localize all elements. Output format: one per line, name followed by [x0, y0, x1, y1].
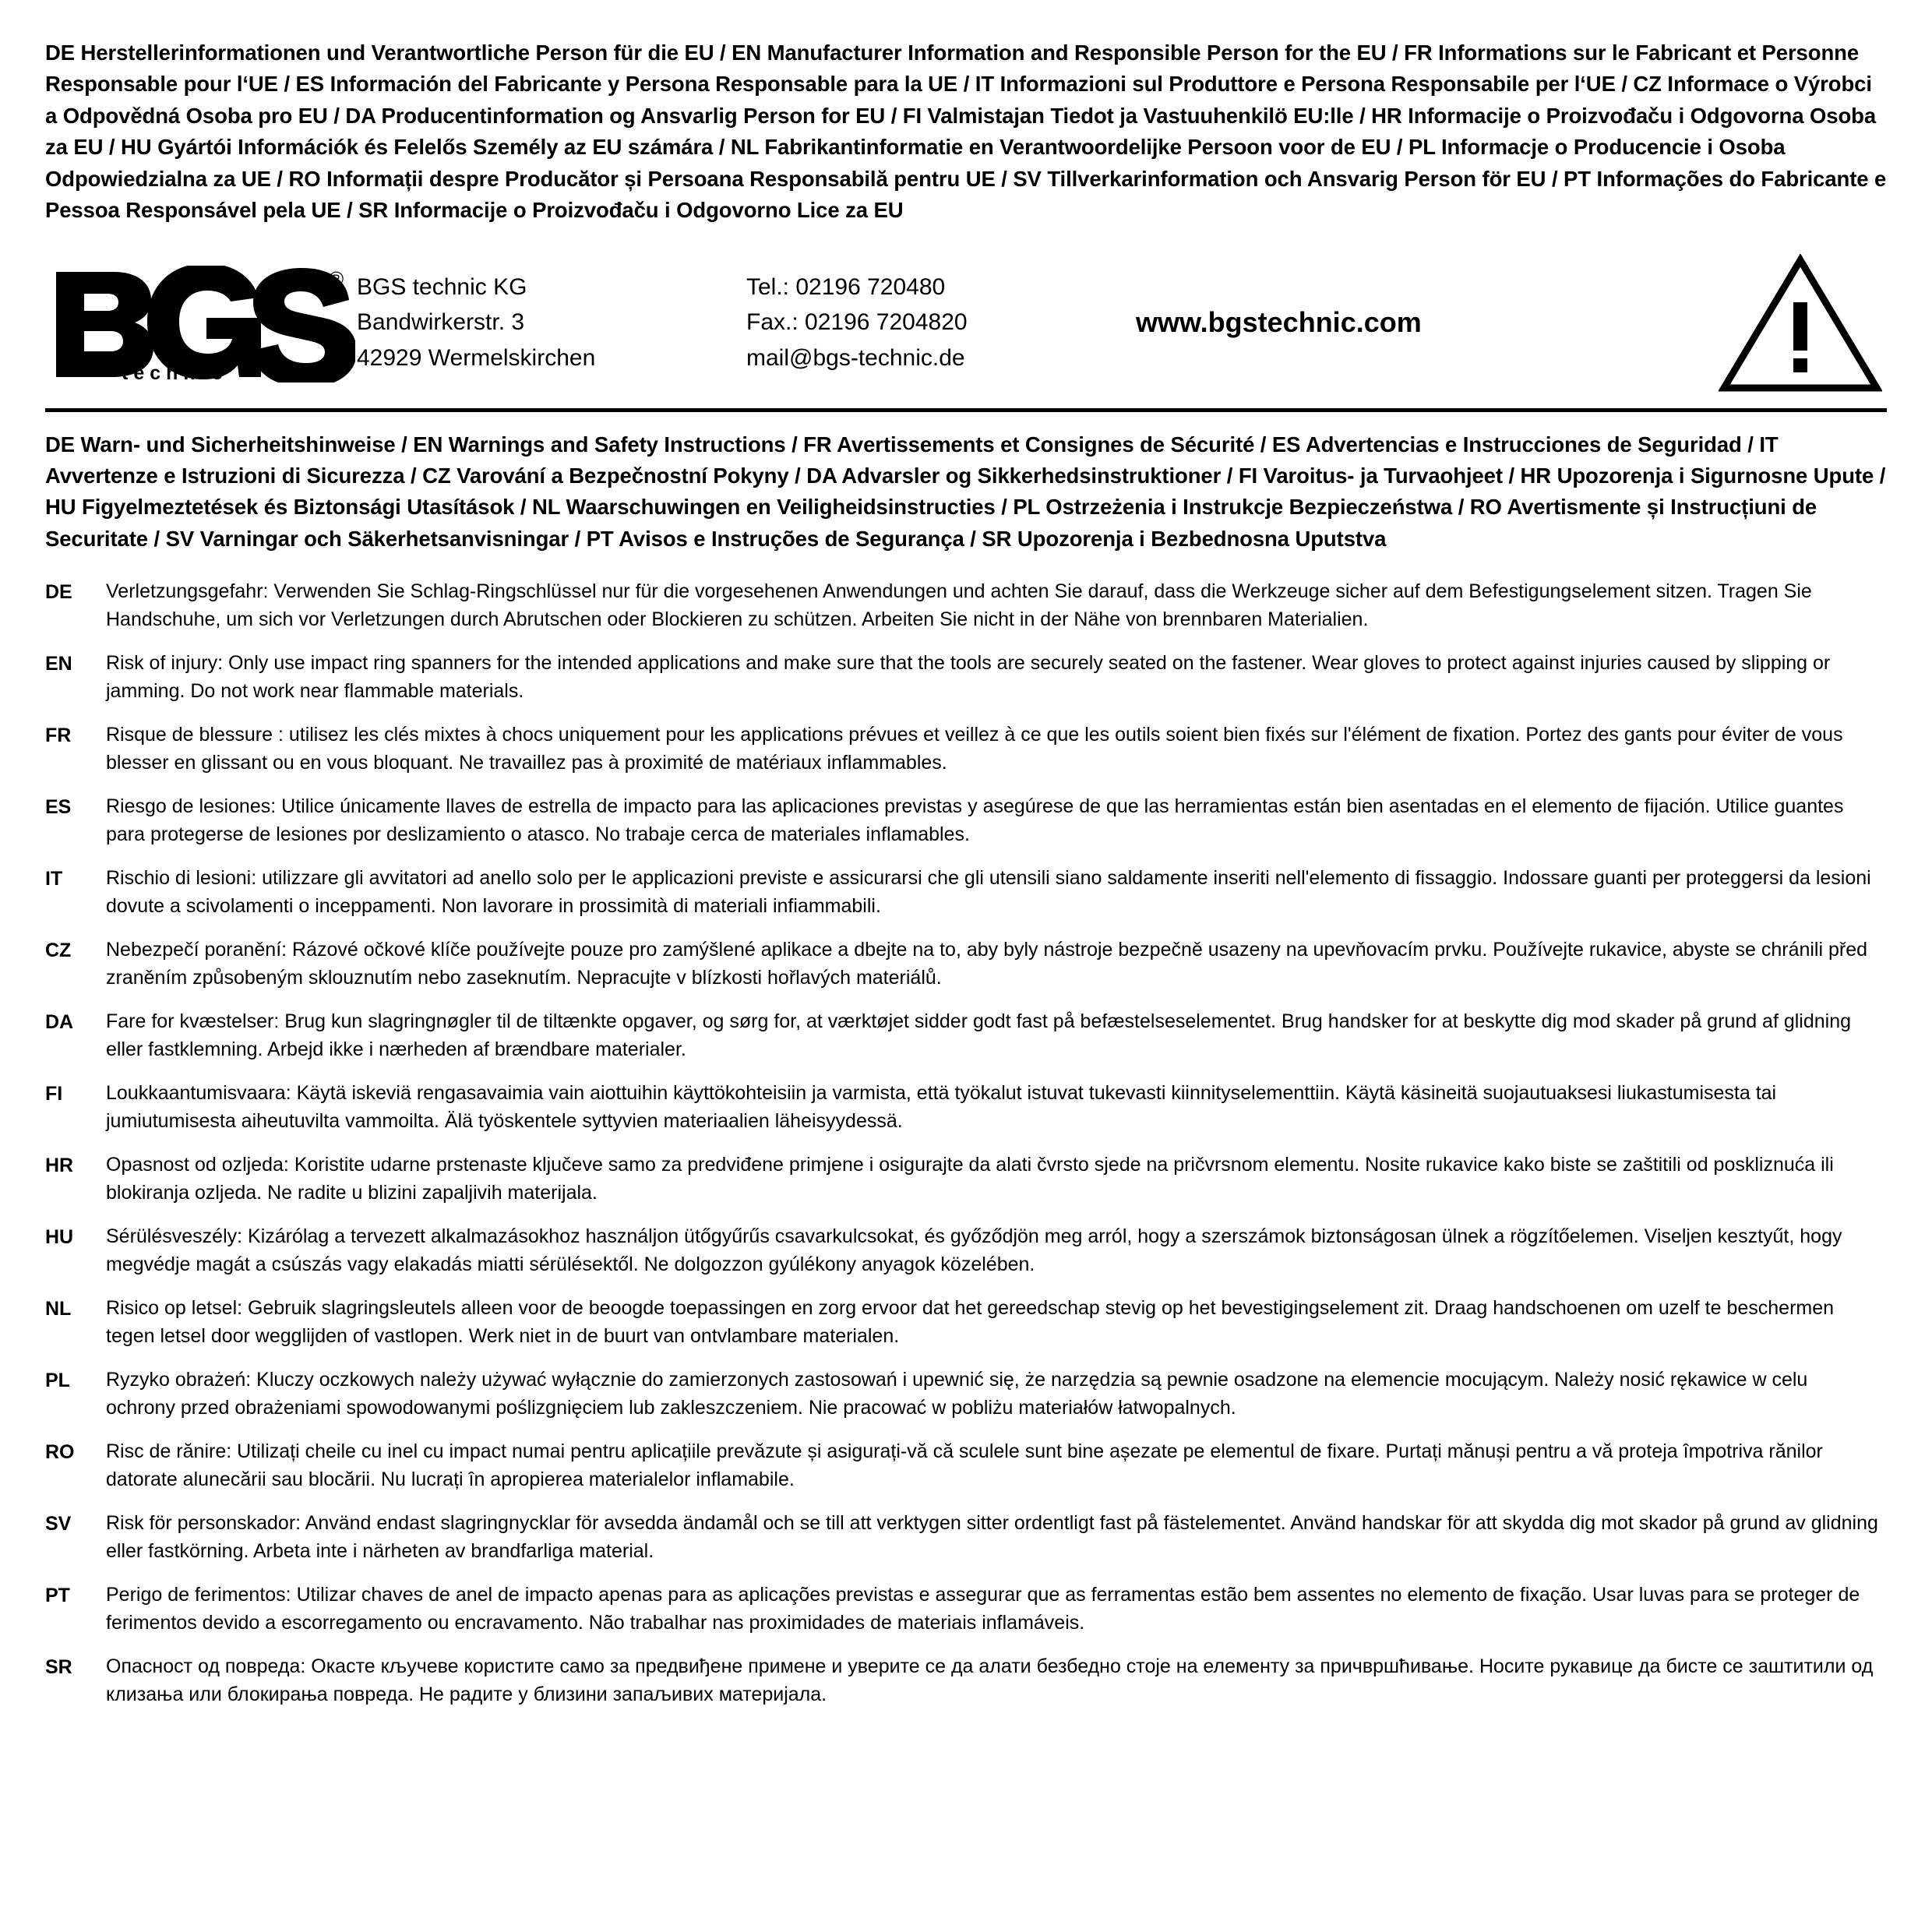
- language-text: Risico op letsel: Gebruik slagringsleutels alleen voor de beoogde toepassingen en zorg ervoor dat het gereedschap stevig op het bevestigingselement zit. Draag handschoenen om uzelf te beschermen tegen letsel door wegglijden of vastlopen. Werk niet in de buurt van ontvlambare materialen.: [106, 1297, 1835, 1347]
- language-code: HR: [45, 1155, 74, 1177]
- language-code: EN: [45, 653, 72, 675]
- list-item: [45, 1008, 1887, 1063]
- manufacturer-info-heading: DE Herstellerinformationen und Verantwortliche Person für die EU / EN Manufacturer Information and Responsible Person for the EU / FR Informations sur le Fabricant et Personne Responsable pour l‘UE / ES Información del Fabricante y Persona Responsable para la UE / IT Informazioni sul Produttore e Persona Responsabile per l‘UE / CZ Informace o Výrobci a Odpovědná Osoba pro EU / DA Producentinformation og Ansvarlig Person for EU / FI Valmistajan Tiedot ja Vastuuhenkilö EU:lle / HR Informacije o Proizvođaču i Odgovorna Osoba za EU / HU Gyártói Információk és Felelős Személy az EU számára / NL Fabrikantinformatie en Verantwoordelijke Persoon voor de EU / PL Informacje o Producencie i Osoba Odpowiedzialna za UE / RO Informații despre Producător și Persoana Responsabilă pentru UE / SV Tillverkarinformation och Ansvarig Person för EU / PT Informações do Fabricante e Pessoa Responsável pela UE / SR Informacije o Proizvođaču i Odgovorno Lice za EU: [45, 41, 1887, 223]
- language-code: IT: [45, 868, 63, 890]
- safety-section-heading: DE Warn- und Sicherheitshinweise / EN Warnings and Safety Instructions / FR Avertissements et Consignes de Sécurité / ES Advertencias e Instrucciones de Seguridad / IT Avvertenze e Istruzioni di Sicurezza / CZ Varování a Bezpečnostní Pokyny / DA Advarsler og Sikkerhedsinstruktioner / FI Varoitus- ja Turvaohjeet / HR Upozorenja i Sigurnosne Upute / HU Figyelmeztetések és Biztonsági Utasítások / NL Waarschuwingen en Veiligheidsinstructies / PL Ostrzeżenia i Instrukcje Bezpieczeństwa / RO Avertismente și Instrucțiuni de Securitate / SV Varningar och Säkerhetsanvisningar / PT Avisos e Instruções de Segurança / SR Upozorenja i Bezbednosna Uputstva: [45, 432, 1886, 551]
- company-header-block: [45, 241, 1887, 412]
- language-text: Nebezpečí poranění: Rázové očkové klíče používejte pouze pro zamýšlené aplikace a dbejte na to, aby byly nástroje bezpečně usazeny na upevňovacím prvku. Používejte rukavice, abyste se chránili před zraněním způsobeným sklouznutím nebo zaseknutím. Nepracujte v blízkosti hořlavých materiálů.: [106, 939, 1868, 989]
- list-item: [45, 578, 1887, 633]
- language-code: FR: [45, 724, 72, 747]
- list-item: [45, 1223, 1887, 1278]
- list-item: [45, 1151, 1887, 1207]
- svg-text:®: ®: [329, 267, 344, 291]
- list-item: [45, 1653, 1887, 1708]
- list-item: [45, 1510, 1887, 1565]
- language-code: SR: [45, 1656, 72, 1679]
- company-street: Bandwirkerstr. 3: [357, 309, 525, 336]
- language-text: Sérülésveszély: Kizárólag a tervezett alkalmazásokhoz használjon ütőgyűrűs csavarkulcsokat, és győződjön meg arról, hogy a szerszámok biztonságosan ülnek a rögzítőelemen. Viseljen kesztyűt, hogy megvédje magát a csúszás vagy elakadás miatti sérülésektől. Ne dolgozzon gyúlékony anyagok közelében.: [106, 1225, 1842, 1275]
- language-code: HU: [45, 1226, 74, 1249]
- company-contact: [746, 270, 1120, 379]
- list-item: [45, 1581, 1887, 1637]
- language-code: NL: [45, 1298, 72, 1320]
- language-text: Verletzungsgefahr: Verwenden Sie Schlag-Ringschlüssel nur für die vorgesehenen Anwendungen und achten Sie darauf, dass die Werkzeuge sicher auf dem Befestigungselement sitzen. Tragen Sie Handschuhe, um sich vor Verletzungen durch Abrutschen oder Blockieren zu schützen. Arbeiten Sie nicht in der Nähe von brennbaren Materialien.: [106, 580, 1812, 630]
- list-item: [45, 650, 1887, 705]
- list-item: [45, 793, 1887, 848]
- safety-instructions-list: [45, 578, 1887, 1708]
- company-name: BGS technic KG: [357, 273, 527, 300]
- language-code: DA: [45, 1011, 74, 1034]
- company-website[interactable]: www.bgstechnic.com: [1136, 306, 1422, 339]
- language-text: Risque de blessure : utilisez les clés mixtes à chocs uniquement pour les applications prévues et veillez à ce que les outils soient bien fixés sur l'élément de fixation. Portez des gants pour éviter de vous blesser en glissant ou en vous bloquant. Ne travaillez pas à proximité de matériaux inflammables.: [106, 724, 1843, 774]
- language-text: Opasnost od ozljeda: Koristite udarne prstenaste ključeve samo za predviđene primjene i osigurajte da alati čvrsto sjede na pričvrsnom elementu. Nosite rukavice kako biste se zaštitili od poskliznuća ili blokiranja ozljeda. Ne radite u blizini zapaljivih materijala.: [106, 1154, 1834, 1204]
- list-item: [45, 865, 1887, 920]
- list-item: [45, 1438, 1887, 1493]
- language-text: Perigo de ferimentos: Utilizar chaves de anel de impacto apenas para as aplicações previstas e assegurar que as ferramentas estão bem assentes no elemento de fixação. Usar luvas para se proteger de ferimentos devido a escorregamento ou encravamento. Não trabalhar nas proximidades de materiais inflamáveis.: [106, 1584, 1860, 1634]
- language-code: ES: [45, 796, 72, 819]
- language-text: Risk of injury: Only use impact ring spanners for the intended applications and make sure that the tools are securely seated on the fastener. Wear gloves to protect against injuries caused by slipping or jamming. Do not work near flammable materials.: [106, 652, 1831, 702]
- company-fax: Fax.: 02196 7204820: [746, 309, 968, 336]
- language-text: Fare for kvæstelser: Brug kun slagringnøgler til de tiltænkte opgaver, og sørg for, at værktøjet sidder godt fast på befæstelseselementet. Brug handsker for at beskytte dig mod skader på grund af glidning eller fastklemning. Arbejd ikke i nærheden af brændbare materialer.: [106, 1010, 1852, 1060]
- list-item: [45, 1295, 1887, 1350]
- language-text: Ryzyko obrażeń: Kluczy oczkowych należy używać wyłącznie do zamierzonych zastosowań i upewnić się, że narzędzia są pewnie osadzone na elemencie mocującym. Należy nosić rękawice w celu ochrony przed obrażeniami spowodowanymi poślizgnięciem lub zakleszczeniem. Nie pracować w pobliżu materiałów łatwopalnych.: [106, 1369, 1808, 1419]
- list-item: [45, 1366, 1887, 1422]
- language-text: Riesgo de lesiones: Utilice únicamente llaves de estrella de impacto para las aplicaciones previstas y asegúrese de que las herramientas están bien asentadas en el elemento de fijación. Utilice guantes para protegerse de lesiones por deslizamiento o atasco. No trabaje cerca de materiales inflamables.: [106, 795, 1844, 845]
- language-text: Risk för personskador: Använd endast slagringnycklar för avsedda ändamål och se till att verktygen sitter ordentligt fast på fästelementet. Använd handskar för att skydda dig mot skador på grund av glidning eller fastkörning. Arbeta inte i närheten av brandfarliga material.: [106, 1512, 1878, 1562]
- list-item: [45, 936, 1887, 992]
- language-code: DE: [45, 581, 72, 604]
- company-phone: Tel.: 02196 720480: [746, 273, 946, 300]
- list-item: [45, 1080, 1887, 1135]
- bgs-logo: [45, 266, 357, 383]
- language-text: Опасност од повреда: Окасте кључеве користите само за предвиђене примене и уверите се да алати безбедно стоје на елементу за причвршћивање. Носите рукавице да бисте се заштитили од клизања или блокирања повреда. Не радите у близини запаљивих материјала.: [106, 1655, 1874, 1705]
- language-code: CZ: [45, 940, 72, 962]
- language-code: FI: [45, 1083, 63, 1105]
- company-city: 42929 Wermelskirchen: [357, 344, 596, 371]
- language-code: PL: [45, 1370, 70, 1392]
- language-text: Loukkaantumisvaara: Käytä iskeviä rengasavaimia vain aiottuihin käyttökohteisiin ja varmista, että työkalut istuvat tukevasti kiinnityselementtiin. Käytä käsineitä suojautuaksesi liukastumisesta tai jumiutumisesta aiheutuvilta vammoilta. Älä työskentele syttyvien materiaalien läheisyydessä.: [106, 1082, 1777, 1132]
- language-text: Risc de rănire: Utilizați cheile cu inel cu impact numai pentru aplicațiile prevăzute și asigurați-vă că sculele sunt bine așezate pe elementul de fixare. Purtați mănuși pentru a vă proteja împotriva rănilor datorate alunecării sau blocării. Nu lucrați în apropierea materialelor inflamabile.: [106, 1440, 1823, 1490]
- warning-triangle-icon: [1703, 254, 1887, 394]
- list-item: [45, 721, 1887, 777]
- company-address: [357, 270, 746, 379]
- language-text: Rischio di lesioni: utilizzare gli avvitatori ad anello solo per le applicazioni previste e assicurarsi che gli utensili siano saldamente inseriti nell'elemento di fissaggio. Indossare guanti per proteggersi da lesioni dovute a scivolamenti o inceppamenti. Non lavorare in prossimità di materiali infiammabili.: [106, 867, 1871, 917]
- language-code: RO: [45, 1441, 75, 1464]
- company-email[interactable]: mail@bgs-technic.de: [746, 344, 965, 371]
- language-code: SV: [45, 1513, 72, 1535]
- language-code: PT: [45, 1585, 70, 1607]
- svg-text:technic: technic: [122, 362, 228, 383]
